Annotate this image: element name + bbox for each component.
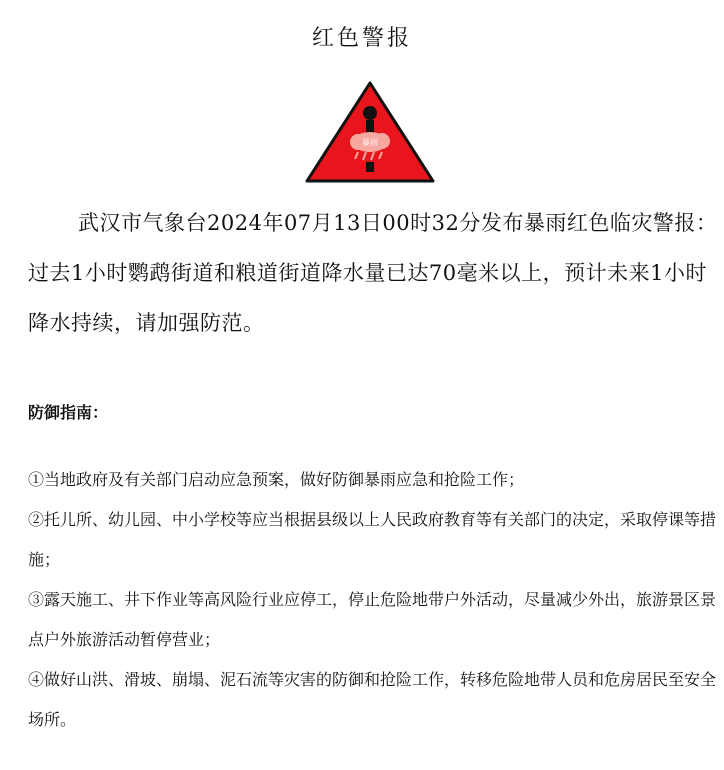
guide-item: ③露天施工、井下作业等高风险行业应停工，停止危险地带户外活动，尽量减少外出，旅游景区景点户外旅游活动暂停营业；	[28, 590, 717, 649]
guide-item: ②托儿所、幼儿园、中小学校等应当根据县级以上人民政府教育等有关部门的决定，采取停课等措施；	[28, 510, 717, 569]
guide-item: ①当地政府及有关部门启动应急预案，做好防御暴雨应急和抢险工作；	[28, 470, 525, 489]
page-title: 红色警报	[311, 26, 412, 51]
rainstorm-red-warning-icon	[304, 80, 436, 184]
guide-heading: 防御指南：	[28, 403, 109, 422]
warning-announcement: 武汉市气象台2024年07月13日00时32分发布暴雨红色临灾警报：过去1小时鹦鹉街道和粮道街道降水量已达70毫米以上，预计未来1小时降水持续，请加强防范。	[28, 211, 718, 335]
guide-list	[28, 460, 720, 740]
guide-item: ④做好山洪、滑坡、崩塌、泥石流等灾害的防御和抢险工作，转移危险地带人员和危房居民至安全场所。	[28, 670, 717, 729]
icon-label: 暴雨	[362, 138, 378, 147]
